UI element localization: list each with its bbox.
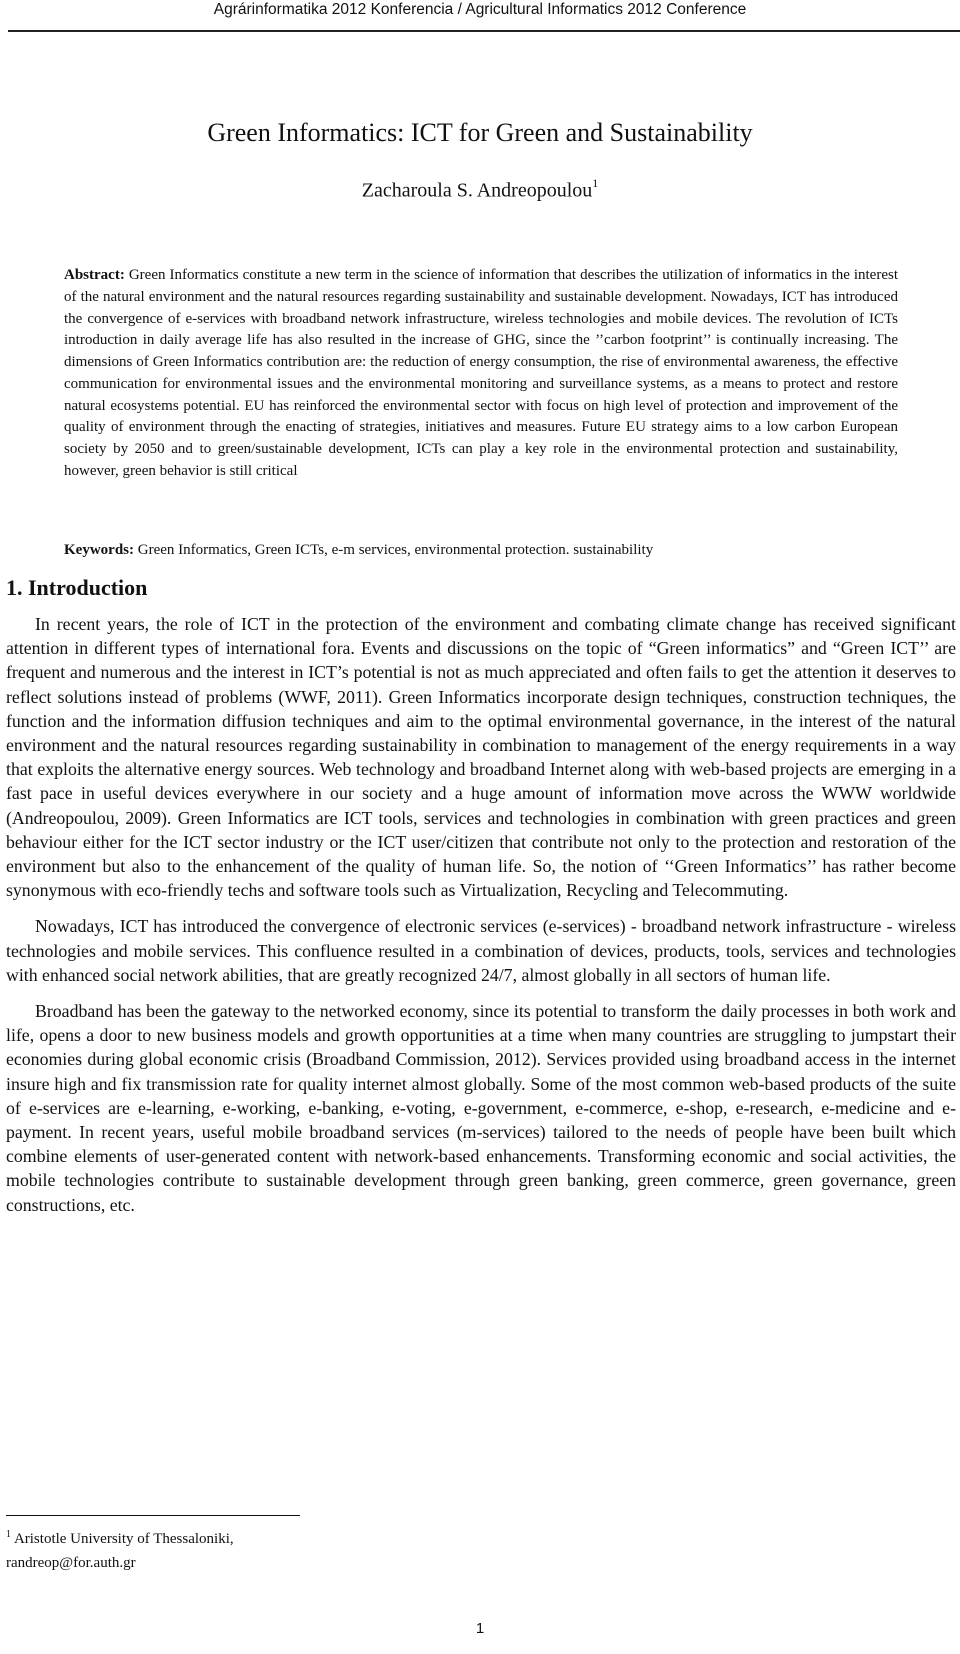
- abstract: [64, 265, 898, 483]
- keywords-label: Keywords:: [64, 542, 134, 558]
- paragraph: In recent years, the role of ICT in the protection of the environment and combating climate change has received significant attention in different types of international fora. Events and discussions on the topic of “Green informatics” and “Green ICT’’ are frequent and numerous and the interest in ICT’s potential is not as much appreciated and often fails to get the attention it deserves to reflect solutions instead of problems (WWF, 2011). Green Informatics incorporate design techniques, construction techniques, the function and the information diffusion techniques and aim to the optimal environmental governance, in the interest of the natural environment and the natural resources regarding sustainability in combination to management of the energy requirements in a way that exploits the alternative energy sources. Web technology and broadband Internet along with web-based projects are emerging in a fast pace in useful devices everywhere in our society and a huge amount of information move across the WWW worldwide (Andreopoulou, 2009). Green Informatics are ICT tools, services and technologies in combination with green practices and green behaviour either for the ICT sector industry or the ICT user/citizen that contribute not only to the protection and restoration of the environment but also to the enhancement of the quality of human life. So, the notion of ‘‘Green Informatics’’ has rather become synonymous with eco-friendly techs and software tools such as Virtualization, Recycling and Telecommuting.: [6, 614, 956, 901]
- author-name: Zacharoula S. Andreopoulou: [361, 179, 593, 202]
- footnote-email: randreop@for.auth.gr: [6, 1555, 136, 1571]
- keywords: [64, 540, 898, 562]
- page-number: 1: [475, 1620, 485, 1637]
- header-rule: [8, 30, 960, 32]
- paragraph: Broadband has been the gateway to the networked economy, since its potential to transform the daily processes in both work and life, opens a door to new business models and growth opportunities at a time when many countries are struggling to jumpstart their economies during global economic crisis (Broadband Commission, 2012). Services provided using broadband access in the internet insure high and fix transmission rate for quality internet almost globally. Some of the most common web-based products of the suite of e-services are e-learning, e-working, e-banking, e-voting, e-government, e-commerce, e-shop, e-research, e-medicine and e-payment. In recent years, useful mobile broadband services (m-services) tailored to the needs of people have been built which combine elements of user-generated content with network-based enhancements. Transforming economic and social activities, the mobile technologies contribute to sustainable development through green banking, green commerce, green governance, green constructions, etc.: [6, 1001, 956, 1215]
- conference-name: Agrárinformatika 2012 Konferencia / Agricultural Informatics 2012 Conference: [213, 1, 747, 18]
- running-header: [0, 0, 960, 32]
- author-line: [0, 178, 960, 203]
- keywords-text: Green Informatics, Green ICTs, e-m services, environmental protection. sustainability: [137, 542, 654, 558]
- paragraph: Nowadays, ICT has introduced the convergence of electronic services (e-services) - broadband network infrastructure - wireless technologies and mobile services. This confluence resulted in a combination of devices, products, tools, services and technologies with enhanced social network abilities, that are greatly recognized 24/7, almost globally in all sectors of human life.: [6, 916, 956, 985]
- author-footnote-mark: 1: [592, 176, 599, 190]
- section-heading: 1. Introduction: [6, 575, 148, 600]
- abstract-text: Green Informatics constitute a new term in the science of information that describes the utilization of informatics in the interest of the natural environment and the natural resources regarding sustainability and sustainable development. Nowadays, ICT has introduced the convergence of e-services with broadband network infrastructure, wireless technologies and mobile devices. The revolution of ICTs introduction in daily average life has also resulted in the increase of GHG, since the ’’carbon footprint’’ is continually increasing. The dimensions of Green Informatics contribution are: the reduction of energy consumption, the rise of environmental awareness, the effective communication for environmental issues and the environmental monitoring and surveillance systems, as a means to protect and restore natural ecosystems potential. EU has reinforced the environmental sector with focus on high level of protection and improvement of the quality of environment through the enacting of strategies, initiatives and measures. Future EU strategy aims to a low carbon European society by 2050 and to green/sustainable development, ICTs can play a key role in the environmental protection and sustainability, however, green behavior is still critical: [64, 267, 899, 479]
- footnote-affiliation: Aristotle University of Thessaloniki,: [13, 1531, 234, 1547]
- footnote: [6, 1523, 506, 1575]
- footnote-rule: [6, 1515, 300, 1516]
- section-body: [6, 612, 956, 1229]
- abstract-label: Abstract:: [64, 267, 125, 283]
- footnote-mark: 1: [6, 1529, 11, 1540]
- paper-title: Green Informatics: ICT for Green and Sustainability: [207, 118, 753, 147]
